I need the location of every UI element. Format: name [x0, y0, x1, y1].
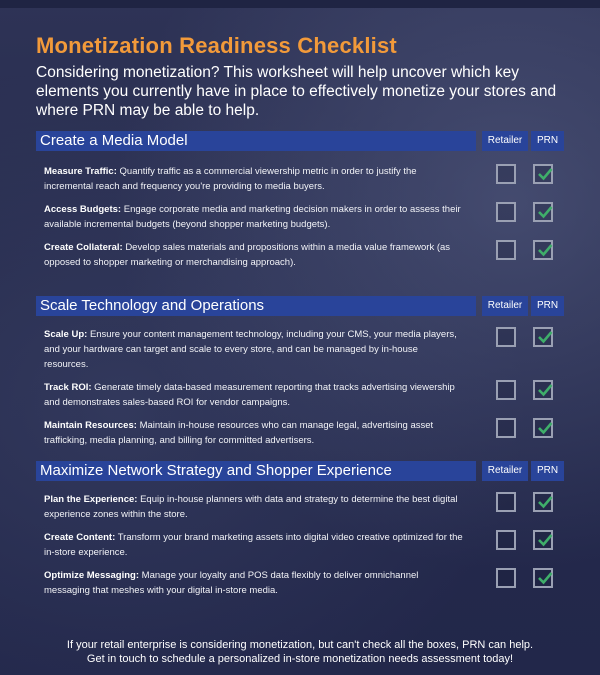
retailer-checkbox[interactable]: [496, 240, 516, 260]
retailer-checkbox[interactable]: [496, 380, 516, 400]
check-icon: [536, 381, 554, 399]
column-header-prn: PRN: [531, 296, 564, 316]
item-description: Transform your brand marketing assets into digital video creative optimized for the in-store experience.: [44, 532, 463, 558]
page-title: Monetization Readiness Checklist: [36, 33, 397, 58]
retailer-checkbox[interactable]: [496, 568, 516, 588]
item-description: Maintain in-house resources who can manage legal, advertising asset trafficking, media planning, and billing for committed advertisers.: [44, 420, 434, 446]
footer-line-1: If your retail enterprise is considering monetization, but can't check all the boxes, PRN can help.: [66, 639, 534, 651]
check-icon: [536, 493, 554, 511]
check-icon: [536, 241, 554, 259]
section-title: Create a Media Model: [36, 131, 476, 151]
retailer-checkbox[interactable]: [496, 530, 516, 550]
section-create-media-model: [36, 131, 566, 270]
item-description: Engage corporate media and marketing decision makers in order to assess their available incremental budgets (beyond shopper marketing budgets).: [44, 204, 461, 230]
prn-checkbox[interactable]: [533, 240, 553, 260]
item-label: Scale Up:: [44, 329, 88, 340]
item-text: [44, 327, 464, 372]
prn-checkbox[interactable]: [533, 418, 553, 438]
prn-checkbox[interactable]: [533, 380, 553, 400]
section-header: [36, 131, 566, 151]
footer-text: [0, 638, 600, 666]
checklist-item: [36, 568, 566, 598]
prn-checkbox[interactable]: [533, 327, 553, 347]
section-title: Scale Technology and Operations: [36, 296, 476, 316]
item-text: [44, 492, 464, 522]
item-label: Maintain Resources:: [44, 420, 137, 431]
section-scale-technology: [36, 296, 566, 448]
intro-text: Considering monetization? This worksheet will help uncover which key elements you currently have in place to effectively monetize your stores and where PRN may be able to help.: [36, 64, 557, 119]
item-label: Access Budgets:: [44, 204, 122, 215]
item-text: [44, 568, 464, 598]
item-text: [44, 530, 464, 560]
item-description: Generate timely data-based measurement reporting that tracks advertising viewership and demonstrates sales-based ROI for vendor campaigns.: [44, 382, 455, 408]
checklist-item: [36, 530, 566, 560]
checklist-item: [36, 380, 566, 410]
checklist-item: [36, 202, 566, 232]
item-text: [44, 202, 464, 232]
item-label: Optimize Messaging:: [44, 570, 140, 581]
item-description: Ensure your content management technology, including your CMS, your media players, and your hardware can target and scale to every store, and can be managed by in-house resources.: [44, 329, 457, 370]
retailer-checkbox[interactable]: [496, 492, 516, 512]
checklist-item: [36, 240, 566, 270]
prn-checkbox[interactable]: [533, 568, 553, 588]
item-label: Create Content:: [44, 532, 116, 543]
item-description: Develop sales materials and propositions within a media value framework (as opposed to shopper marketing or merchandising approach).: [44, 242, 451, 268]
prn-checkbox[interactable]: [533, 164, 553, 184]
section-maximize-network: [36, 461, 566, 598]
column-header-retailer: Retailer: [482, 131, 528, 151]
item-label: Create Collateral:: [44, 242, 123, 253]
check-icon: [536, 531, 554, 549]
checklist-item: [36, 164, 566, 194]
check-icon: [536, 419, 554, 437]
column-header-retailer: Retailer: [482, 461, 528, 481]
item-description: Equip in-house planners with data and strategy to determine the best digital experience zones within the store.: [44, 494, 458, 520]
column-header-prn: PRN: [531, 131, 564, 151]
item-label: Plan the Experience:: [44, 494, 138, 505]
column-header-retailer: Retailer: [482, 296, 528, 316]
section-header: [36, 296, 566, 316]
check-icon: [536, 165, 554, 183]
retailer-checkbox[interactable]: [496, 418, 516, 438]
item-text: [44, 418, 464, 448]
checklist-item: [36, 418, 566, 448]
item-text: [44, 240, 464, 270]
item-description: Manage your loyalty and POS data flexibly to deliver omnichannel messaging that meshes with your digital in-store media.: [44, 570, 419, 596]
check-icon: [536, 328, 554, 346]
footer-line-2: Get in touch to schedule a personalized in-store monetization needs assessment today!: [86, 653, 514, 665]
check-icon: [536, 203, 554, 221]
section-title: Maximize Network Strategy and Shopper Experience: [36, 461, 476, 481]
section-header: [36, 461, 566, 481]
retailer-checkbox[interactable]: [496, 327, 516, 347]
checklist-item: [36, 327, 566, 372]
item-text: [44, 164, 464, 194]
prn-checkbox[interactable]: [533, 492, 553, 512]
retailer-checkbox[interactable]: [496, 202, 516, 222]
item-label: Measure Traffic:: [44, 166, 117, 177]
column-header-prn: PRN: [531, 461, 564, 481]
prn-checkbox[interactable]: [533, 202, 553, 222]
prn-checkbox[interactable]: [533, 530, 553, 550]
check-icon: [536, 569, 554, 587]
item-text: [44, 380, 464, 410]
item-label: Track ROI:: [44, 382, 92, 393]
top-strip: [0, 0, 600, 8]
item-description: Quantify traffic as a commercial viewership metric in order to justify the incremental reach and frequency you're providing to media buyers.: [44, 166, 417, 192]
checklist-item: [36, 492, 566, 522]
retailer-checkbox[interactable]: [496, 164, 516, 184]
